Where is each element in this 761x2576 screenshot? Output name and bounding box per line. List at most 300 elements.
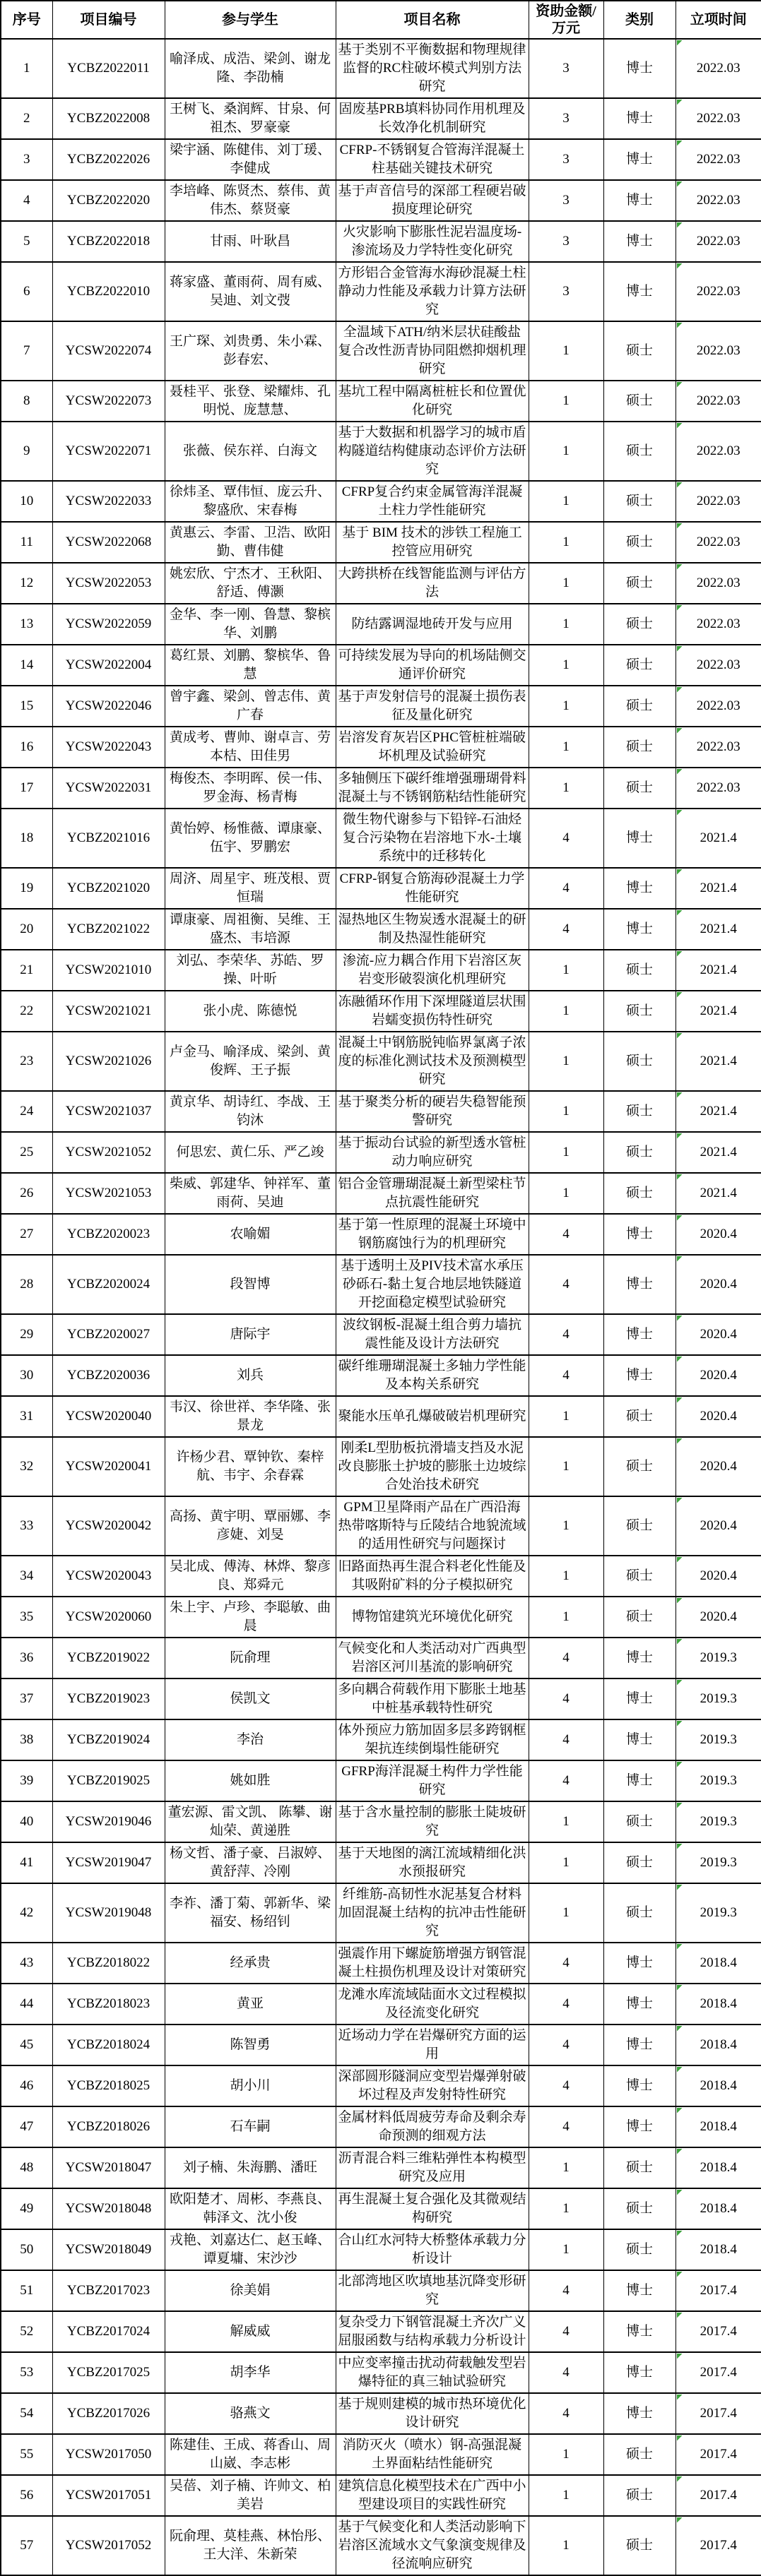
table-row [1, 2065, 761, 2106]
cell-amount: 1 [529, 991, 603, 1032]
cell-date [676, 98, 761, 139]
cell-date [676, 727, 761, 768]
cell-title: 基于规则建模的城市热环境优化设计研究 [336, 2393, 529, 2434]
cell-title: 基于透明土及PIV技术富水承压砂砾石-黏土复合地层地铁隧道开挖面稳定模型试验研究 [336, 1255, 529, 1314]
table-row [1, 1173, 761, 1214]
cell-date [676, 1801, 761, 1842]
cell-category: 博士 [603, 1719, 676, 1760]
date-text: 2022.03 [696, 152, 741, 167]
cell-no: 9 [1, 422, 52, 481]
cell-no: 44 [1, 1984, 52, 2025]
cell-no: 39 [1, 1760, 52, 1801]
cell-title: 基于含水量控制的膨胀土陡坡研究 [336, 1801, 529, 1842]
table-row [1, 1132, 761, 1173]
table-row [1, 686, 761, 727]
cell-code: YCBZ2018024 [52, 2025, 165, 2065]
cell-students: 吴蓓、刘子楠、许帅文、柏美岩 [165, 2475, 336, 2516]
cell-category: 博士 [603, 868, 676, 909]
date-text: 2021.4 [700, 922, 737, 936]
cell-category: 硕士 [603, 1842, 676, 1883]
cell-title: 基于 BIM 技术的涉铁工程施工控管应用研究 [336, 522, 529, 563]
green-corner-marker-icon [677, 564, 683, 570]
table-row [1, 422, 761, 481]
cell-date [676, 1842, 761, 1883]
date-text: 2020.4 [700, 1568, 737, 1583]
cell-amount: 1 [529, 1032, 603, 1091]
cell-title: 方形铝合金管海水海砂混凝土柱静动力性能及承载力计算方法研究 [336, 262, 529, 321]
green-corner-marker-icon [677, 1438, 683, 1444]
cell-code: YCBZ2018025 [52, 2065, 165, 2106]
cell-category: 硕士 [603, 321, 676, 381]
cell-category: 博士 [603, 909, 676, 950]
cell-no: 1 [1, 39, 52, 98]
date-text: 2019.3 [700, 1650, 737, 1665]
green-corner-marker-icon [677, 323, 683, 328]
cell-title: 岩溶发育灰岩区PHC管桩桩端破坏机理及试验研究 [336, 727, 529, 768]
table-row [1, 1091, 761, 1132]
cell-amount: 3 [529, 98, 603, 139]
cell-code: YCSW2022031 [52, 768, 165, 809]
table-row [1, 1496, 761, 1556]
cell-code: YCBZ2020023 [52, 1214, 165, 1255]
cell-date [676, 1883, 761, 1943]
table-row [1, 645, 761, 686]
cell-students: 王树飞、桑润辉、甘泉、何祖杰、罗豪豪 [165, 98, 336, 139]
cell-title: 聚能水压单孔爆破破岩机理研究 [336, 1396, 529, 1437]
cell-code: YCSW2022071 [52, 422, 165, 481]
cell-date [676, 1638, 761, 1678]
green-corner-marker-icon [677, 222, 683, 228]
cell-code: YCSW2018049 [52, 2229, 165, 2270]
date-text: 2018.4 [700, 2160, 737, 2175]
cell-category: 硕士 [603, 1597, 676, 1638]
cell-amount: 4 [529, 2025, 603, 2065]
cell-no: 34 [1, 1556, 52, 1597]
cell-amount: 1 [529, 1496, 603, 1556]
cell-code: YCSW2022033 [52, 481, 165, 522]
green-corner-marker-icon [677, 1498, 683, 1503]
cell-code: YCSW2021052 [52, 1132, 165, 1173]
cell-date [676, 2352, 761, 2393]
cell-amount: 3 [529, 221, 603, 262]
cell-amount: 4 [529, 2352, 603, 2393]
cell-category: 硕士 [603, 522, 676, 563]
cell-students: 张薇、侯东祥、白海文 [165, 422, 336, 481]
cell-students: 喻泽成、成浩、梁剑、谢龙隆、李劭楠 [165, 39, 336, 98]
table-row [1, 2270, 761, 2311]
cell-no: 23 [1, 1032, 52, 1091]
cell-code: YCBZ2020036 [52, 1355, 165, 1396]
table-row [1, 1437, 761, 1496]
cell-date [676, 180, 761, 221]
green-corner-marker-icon [677, 869, 683, 875]
cell-title: 博物馆建筑光环境优化研究 [336, 1597, 529, 1638]
cell-title: 波纹钢板-混凝土组合剪力墙抗震性能及设计方法研究 [336, 1314, 529, 1355]
date-text: 2022.03 [696, 193, 741, 208]
green-corner-marker-icon [677, 810, 683, 816]
cell-no: 3 [1, 139, 52, 180]
cell-amount: 1 [529, 1842, 603, 1883]
cell-no: 24 [1, 1091, 52, 1132]
cell-code: YCSW2019046 [52, 1801, 165, 1842]
green-corner-marker-icon [677, 1762, 683, 1767]
cell-title: 多轴侧压下碳纤维增强珊瑚骨料混凝土与不锈钢筋粘结性能研究 [336, 768, 529, 809]
cell-no: 16 [1, 727, 52, 768]
cell-category: 硕士 [603, 1801, 676, 1842]
date-text: 2018.4 [700, 2037, 737, 2052]
table-row [1, 950, 761, 991]
green-corner-marker-icon [677, 1033, 683, 1039]
cell-amount: 1 [529, 1173, 603, 1214]
table-row [1, 1255, 761, 1314]
cell-no: 25 [1, 1132, 52, 1173]
date-text: 2022.03 [696, 535, 741, 549]
date-text: 2020.4 [700, 1609, 737, 1624]
date-text: 2022.03 [696, 576, 741, 590]
green-corner-marker-icon [677, 910, 683, 916]
cell-no: 5 [1, 221, 52, 262]
cell-amount: 4 [529, 2106, 603, 2147]
date-text: 2020.4 [700, 1518, 737, 1533]
green-corner-marker-icon [677, 2026, 683, 2032]
green-corner-marker-icon [677, 2231, 683, 2236]
cell-date [676, 321, 761, 381]
cell-category: 硕士 [603, 2475, 676, 2516]
cell-students: 黄京华、胡诗红、李战、王钧沐 [165, 1091, 336, 1132]
cell-title: CFRP复合约束金属管海洋混凝土柱力学性能研究 [336, 481, 529, 522]
cell-amount: 4 [529, 1355, 603, 1396]
table-row [1, 1638, 761, 1678]
cell-category: 博士 [603, 2270, 676, 2311]
cell-amount: 1 [529, 422, 603, 481]
cell-category: 硕士 [603, 1437, 676, 1496]
cell-code: YCSW2022046 [52, 686, 165, 727]
cell-category: 硕士 [603, 1173, 676, 1214]
cell-amount: 1 [529, 604, 603, 645]
cell-code: YCBZ2017026 [52, 2393, 165, 2434]
cell-date [676, 686, 761, 727]
cell-code: YCSW2019048 [52, 1883, 165, 1943]
green-corner-marker-icon [677, 1803, 683, 1808]
cell-no: 8 [1, 381, 52, 422]
date-text: 2020.4 [700, 1327, 737, 1342]
cell-students: 黄亚 [165, 1984, 336, 2025]
cell-category: 博士 [603, 1984, 676, 2025]
cell-date [676, 1719, 761, 1760]
cell-date [676, 1496, 761, 1556]
cell-amount: 1 [529, 2434, 603, 2475]
table-row [1, 1032, 761, 1091]
date-text: 2018.4 [700, 2201, 737, 2216]
cell-students: 王广琛、刘贵勇、朱小霖、彭春宏、 [165, 321, 336, 381]
green-corner-marker-icon [677, 687, 683, 693]
cell-title: GFRP海洋混凝土构件力学性能研究 [336, 1760, 529, 1801]
cell-amount: 1 [529, 563, 603, 604]
cell-code: YCBZ2021016 [52, 809, 165, 868]
cell-title: 大跨拱桥在线智能监测与评估方法 [336, 563, 529, 604]
cell-title: 基于振动台试验的新型透水管桩动力响应研究 [336, 1132, 529, 1173]
cell-students: 朱上宇、卢珍、李聪敏、曲晨 [165, 1597, 336, 1638]
cell-title: 基于类别不平衡数据和物理规律监督的RC柱破坏模式判别方法研究 [336, 39, 529, 98]
cell-category: 硕士 [603, 686, 676, 727]
cell-code: YCBZ2019023 [52, 1678, 165, 1719]
table-row [1, 2229, 761, 2270]
cell-title: 消防灭火（喷水）钢-高强混凝土界面粘结性能研究 [336, 2434, 529, 2475]
cell-category: 博士 [603, 98, 676, 139]
table-row [1, 2434, 761, 2475]
cell-category: 博士 [603, 39, 676, 98]
cell-no: 50 [1, 2229, 52, 2270]
cell-students: 陈建佳、王成、蒋香山、周山崴、李志彬 [165, 2434, 336, 2475]
cell-students: 金华、李一刚、鲁慧、黎槟华、刘鹏 [165, 604, 336, 645]
cell-no: 14 [1, 645, 52, 686]
cell-no: 57 [1, 2516, 52, 2575]
date-text: 2022.03 [696, 61, 741, 76]
cell-title: 碳纤维珊瑚混凝土多轴力学性能及本构关系研究 [336, 1355, 529, 1396]
cell-amount: 1 [529, 645, 603, 686]
cell-no: 33 [1, 1496, 52, 1556]
cell-no: 51 [1, 2270, 52, 2311]
cell-amount: 1 [529, 2475, 603, 2516]
green-corner-marker-icon [677, 1397, 683, 1403]
cell-students: 蒋家盛、董雨荷、周有威、吴迪、刘文弢 [165, 262, 336, 321]
cell-amount: 4 [529, 1314, 603, 1355]
cell-category: 硕士 [603, 1496, 676, 1556]
cell-date [676, 563, 761, 604]
cell-students: 徐炜圣、覃伟恒、庞云升、黎盛欣、宋春梅 [165, 481, 336, 522]
date-text: 2022.03 [696, 780, 741, 795]
cell-title: 建筑信息化模型技术在广西中小型建设项目的实践性研究 [336, 2475, 529, 2516]
table-row [1, 1842, 761, 1883]
date-text: 2022.03 [696, 111, 741, 126]
date-text: 2022.03 [696, 739, 741, 754]
cell-amount: 1 [529, 1597, 603, 1638]
table-row [1, 2025, 761, 2065]
cell-title: 深部圆形隧洞应变型岩爆弹射破坏过程及声发射特性研究 [336, 2065, 529, 2106]
cell-students: 梁宇涵、陈健伟、刘丁瑗、李健成 [165, 139, 336, 180]
cell-students: 刘弘、李荣华、苏皓、罗操、叶昕 [165, 950, 336, 991]
cell-category: 硕士 [603, 727, 676, 768]
cell-category: 博士 [603, 2065, 676, 2106]
date-text: 2021.4 [700, 1054, 737, 1068]
cell-date [676, 1314, 761, 1355]
date-text: 2022.03 [696, 443, 741, 458]
table-row [1, 1883, 761, 1943]
cell-code: YCSW2017051 [52, 2475, 165, 2516]
green-corner-marker-icon [677, 2517, 683, 2523]
cell-no: 30 [1, 1355, 52, 1396]
cell-date [676, 909, 761, 950]
cell-date [676, 2475, 761, 2516]
cell-category: 硕士 [603, 950, 676, 991]
table-row [1, 2352, 761, 2393]
cell-title: 基坑工程中隔离桩桩长和位置优化研究 [336, 381, 529, 422]
cell-students: 黄成考、曹帅、谢卓言、劳本桔、田佳男 [165, 727, 336, 768]
green-corner-marker-icon [677, 1944, 683, 1950]
date-text: 2022.03 [696, 657, 741, 672]
table-row [1, 2393, 761, 2434]
cell-category: 博士 [603, 139, 676, 180]
date-text: 2022.03 [696, 284, 741, 299]
table-row [1, 909, 761, 950]
cell-no: 43 [1, 1943, 52, 1984]
table-row [1, 604, 761, 645]
cell-code: YCBZ2022026 [52, 139, 165, 180]
date-text: 2020.4 [700, 1459, 737, 1474]
cell-category: 硕士 [603, 1883, 676, 1943]
cell-students: 解威威 [165, 2311, 336, 2352]
cell-students: 段智博 [165, 1255, 336, 1314]
cell-code: YCSW2021037 [52, 1091, 165, 1132]
cell-amount: 1 [529, 381, 603, 422]
cell-no: 36 [1, 1638, 52, 1678]
table-row [1, 1984, 761, 2025]
cell-code: YCSW2020041 [52, 1437, 165, 1496]
cell-title: 基于聚类分析的硬岩失稳智能预警研究 [336, 1091, 529, 1132]
cell-date [676, 1355, 761, 1396]
green-corner-marker-icon [677, 1557, 683, 1563]
table-row [1, 1396, 761, 1437]
cell-code: YCBZ2018023 [52, 1984, 165, 2025]
cell-no: 41 [1, 1842, 52, 1883]
cell-code: YCBZ2019022 [52, 1638, 165, 1678]
cell-date [676, 481, 761, 522]
cell-date [676, 2393, 761, 2434]
cell-code: YCSW2022043 [52, 727, 165, 768]
cell-title: CFRP-不锈钢复合管海洋混凝土柱基础关键技术研究 [336, 139, 529, 180]
table-row [1, 2188, 761, 2229]
col-header-title: 项目名称 [336, 1, 529, 39]
date-text: 2017.4 [700, 2324, 737, 2339]
cell-code: YCBZ2022020 [52, 180, 165, 221]
cell-amount: 4 [529, 1638, 603, 1678]
green-corner-marker-icon [677, 1680, 683, 1686]
green-corner-marker-icon [677, 1885, 683, 1890]
green-corner-marker-icon [677, 263, 683, 269]
cell-no: 15 [1, 686, 52, 727]
cell-amount: 4 [529, 2270, 603, 2311]
cell-code: YCBZ2017024 [52, 2311, 165, 2352]
cell-amount: 1 [529, 727, 603, 768]
cell-amount: 1 [529, 481, 603, 522]
cell-date [676, 1597, 761, 1638]
cell-amount: 1 [529, 2229, 603, 2270]
cell-title: 旧路面热再生混合料老化性能及其吸附矿料的分子模拟研究 [336, 1556, 529, 1597]
green-corner-marker-icon [677, 2395, 683, 2400]
cell-title: 龙滩水库流域陆面水文过程模拟及径流变化研究 [336, 1984, 529, 2025]
date-text: 2019.3 [700, 1814, 737, 1829]
cell-title: 刚柔L型肋板抗滑墙支挡及水泥改良膨胀土护坡的膨胀土边坡综合处治技术研究 [336, 1437, 529, 1496]
green-corner-marker-icon [677, 141, 683, 146]
date-text: 2022.03 [696, 234, 741, 249]
cell-category: 博士 [603, 1314, 676, 1355]
cell-date [676, 2270, 761, 2311]
cell-date [676, 1173, 761, 1214]
table-row [1, 1355, 761, 1396]
cell-amount: 1 [529, 2147, 603, 2188]
date-text: 2021.4 [700, 830, 737, 845]
table-body [1, 39, 761, 2575]
cell-code: YCBZ2020024 [52, 1255, 165, 1314]
date-text: 2021.4 [700, 1104, 737, 1119]
cell-no: 40 [1, 1801, 52, 1842]
cell-students: 何思宏、黄仁乐、严乙竣 [165, 1132, 336, 1173]
cell-category: 硕士 [603, 1132, 676, 1173]
cell-code: YCSW2020042 [52, 1496, 165, 1556]
date-text: 2019.3 [700, 1691, 737, 1706]
cell-category: 博士 [603, 809, 676, 868]
date-text: 2022.03 [696, 393, 741, 408]
cell-code: YCSW2020040 [52, 1396, 165, 1437]
table-row [1, 139, 761, 180]
cell-date [676, 2065, 761, 2106]
cell-students: 姚如胜 [165, 1760, 336, 1801]
cell-title: 再生混凝土复合强化及其微观结构研究 [336, 2188, 529, 2229]
table-row [1, 39, 761, 98]
cell-amount: 3 [529, 39, 603, 98]
date-text: 2019.3 [700, 1855, 737, 1870]
green-corner-marker-icon [677, 2149, 683, 2154]
cell-date [676, 2229, 761, 2270]
cell-date [676, 1437, 761, 1496]
table-row [1, 809, 761, 868]
cell-date [676, 768, 761, 809]
green-corner-marker-icon [677, 2067, 683, 2073]
green-corner-marker-icon [677, 482, 683, 488]
cell-date [676, 1984, 761, 2025]
cell-code: YCSW2018048 [52, 2188, 165, 2229]
cell-date [676, 1556, 761, 1597]
cell-students: 陈智勇 [165, 2025, 336, 2065]
cell-amount: 1 [529, 1132, 603, 1173]
cell-amount: 4 [529, 1984, 603, 2025]
cell-category: 硕士 [603, 481, 676, 522]
cell-date [676, 1255, 761, 1314]
cell-category: 硕士 [603, 2188, 676, 2229]
cell-students: 曾宇鑫、梁剑、曾志伟、黄广春 [165, 686, 336, 727]
table-row [1, 768, 761, 809]
cell-students: 卢金马、喻泽成、梁剑、黄俊辉、王子振 [165, 1032, 336, 1091]
cell-date [676, 1132, 761, 1173]
cell-category: 博士 [603, 221, 676, 262]
header-row [1, 1, 761, 39]
cell-students: 胡李华 [165, 2352, 336, 2393]
date-text: 2019.3 [700, 1773, 737, 1788]
table-row [1, 2311, 761, 2352]
green-corner-marker-icon [677, 769, 683, 775]
cell-students: 李治 [165, 1719, 336, 1760]
cell-category: 博士 [603, 2352, 676, 2393]
cell-no: 48 [1, 2147, 52, 2188]
cell-code: YCBZ2018022 [52, 1943, 165, 1984]
green-corner-marker-icon [677, 1133, 683, 1139]
cell-amount: 4 [529, 868, 603, 909]
cell-date [676, 39, 761, 98]
green-corner-marker-icon [677, 1639, 683, 1645]
col-header-no: 序号 [1, 1, 52, 39]
cell-date [676, 1943, 761, 1984]
cell-code: YCSW2022073 [52, 381, 165, 422]
table-row [1, 2147, 761, 2188]
cell-students: 骆燕文 [165, 2393, 336, 2434]
green-corner-marker-icon [677, 1092, 683, 1098]
table-row [1, 481, 761, 522]
cell-code: YCBZ2021020 [52, 868, 165, 909]
cell-title: 防结露调湿地砖开发与应用 [336, 604, 529, 645]
cell-category: 硕士 [603, 422, 676, 481]
cell-code: YCSW2022059 [52, 604, 165, 645]
cell-category: 博士 [603, 262, 676, 321]
